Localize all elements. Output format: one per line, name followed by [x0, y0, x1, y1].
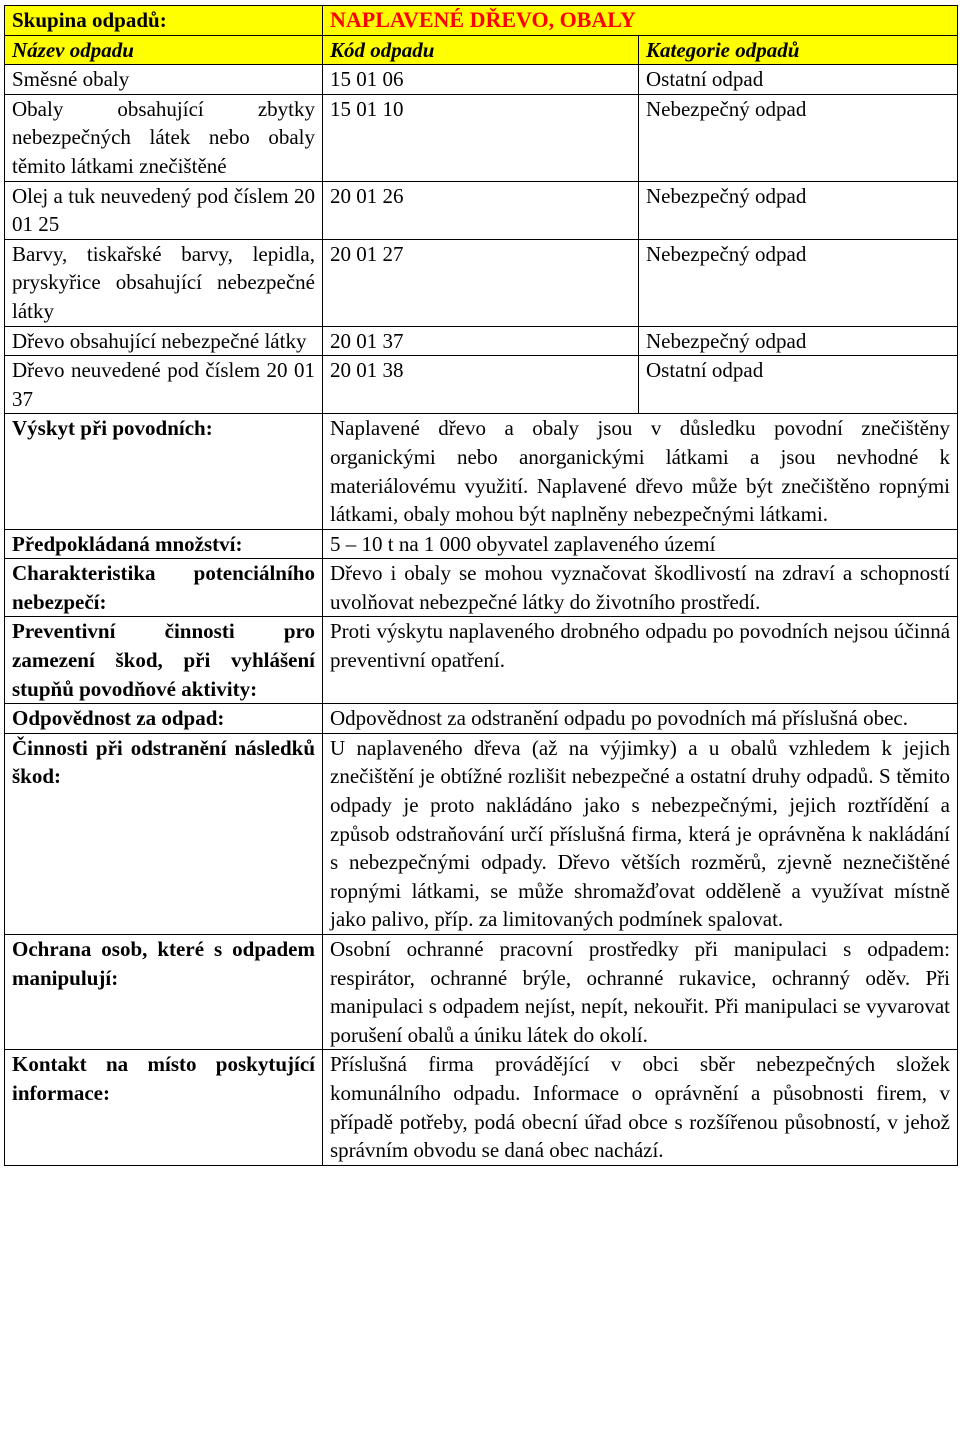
waste-code: 15 01 06: [323, 65, 639, 95]
col-header-name: Název odpadu: [5, 35, 323, 65]
waste-category: Nebezpečný odpad: [639, 239, 958, 326]
info-row-quantity: [5, 529, 958, 559]
waste-name: Směsné obaly: [5, 65, 323, 95]
info-row-prevention: [5, 617, 958, 704]
waste-name: Obaly obsahující zbytky nebezpečných látek nebo obaly těmito látkami znečištěné: [5, 94, 323, 181]
info-text: Naplavené dřevo a obaly jsou v důsledku povodní znečištěny organickými nebo anorganickými látkami a jsou nevhodné k materiálovému využití. Naplavené dřevo může být znečištěno ropnými látkami, obaly mohou být naplněny nebezpečnými látkami.: [323, 414, 958, 529]
info-text: Odpovědnost za odstranění odpadu po povodních má příslušná obec.: [323, 704, 958, 734]
waste-category: Nebezpečný odpad: [639, 181, 958, 239]
info-row-responsibility: [5, 704, 958, 734]
col-header-category: Kategorie odpadů: [639, 35, 958, 65]
waste-row: [5, 181, 958, 239]
waste-category: Ostatní odpad: [639, 65, 958, 95]
waste-row: [5, 239, 958, 326]
info-label: Kontakt na místo poskytující informace:: [5, 1050, 323, 1165]
group-label: Skupina odpadů:: [5, 6, 323, 36]
info-label: Preventivní činnosti pro zamezení škod, při vyhlášení stupňů povodňové aktivity:: [5, 617, 323, 704]
info-label: Odpovědnost za odpad:: [5, 704, 323, 734]
col-header-code: Kód odpadu: [323, 35, 639, 65]
waste-row: [5, 65, 958, 95]
waste-row: [5, 356, 958, 414]
info-label: Činnosti při odstranění následků škod:: [5, 733, 323, 934]
info-text: Proti výskytu naplaveného drobného odpadu po povodních nejsou účinná preventivní opatření.: [323, 617, 958, 704]
waste-name: Dřevo obsahující nebezpečné látky: [5, 326, 323, 356]
waste-table: [4, 5, 958, 1166]
info-row-hazard: [5, 559, 958, 617]
group-header-row: [5, 6, 958, 36]
waste-name: Olej a tuk neuvedený pod číslem 20 01 25: [5, 181, 323, 239]
waste-row: [5, 94, 958, 181]
waste-category: Nebezpečný odpad: [639, 94, 958, 181]
info-label: Předpokládaná množství:: [5, 529, 323, 559]
waste-code: 20 01 37: [323, 326, 639, 356]
info-row-protection: [5, 935, 958, 1050]
waste-name: Barvy, tiskařské barvy, lepidla, pryskyřice obsahující nebezpečné látky: [5, 239, 323, 326]
info-row-removal: [5, 733, 958, 934]
waste-category: Ostatní odpad: [639, 356, 958, 414]
info-row-occurrence: [5, 414, 958, 529]
info-text: U naplaveného dřeva (až na výjimky) a u obalů vzhledem k jejich znečištění je obtížné rozlišit nebezpečné a ostatní druhy odpadů. S těmito odpady je proto nakládáno jako s nebezpečnými, jejich roztřídění a způsob odstraňování určí příslušná firma, která je oprávněna k nakládání s nebezpečnými odpady. Dřevo větších rozměrů, zjevně neznečištěné ropnými látkami, se může shromažďovat odděleně a využívat místně jako palivo, příp. za limitovaných podmínek spalovat.: [323, 733, 958, 934]
group-value: NAPLAVENÉ DŘEVO, OBALY: [323, 6, 958, 36]
waste-sheet: [4, 5, 958, 1166]
info-text: Příslušná firma provádějící v obci sběr nebezpečných složek komunálního odpadu. Informace o oprávnění a působnosti firem, v případě potřeby, podá obecní úřad obce s rozšířenou působností, v jehož správním obvodu se daná obec nachází.: [323, 1050, 958, 1165]
info-text: Osobní ochranné pracovní prostředky při manipulaci s odpadem: respirátor, ochranné brýle, ochranné rukavice, ochranný oděv. Při manipulaci s odpadem nejíst, nepít, nekouřit. Při manipulaci se vyvarovat porušení obalů a úniku látek do okolí.: [323, 935, 958, 1050]
info-label: Ochrana osob, které s odpadem manipulují:: [5, 935, 323, 1050]
info-row-contact: [5, 1050, 958, 1165]
info-label: Charakteristika potenciálního nebezpečí:: [5, 559, 323, 617]
waste-code: 20 01 27: [323, 239, 639, 326]
waste-name: Dřevo neuvedené pod číslem 20 01 37: [5, 356, 323, 414]
info-label: Výskyt při povodních:: [5, 414, 323, 529]
waste-category: Nebezpečný odpad: [639, 326, 958, 356]
waste-row: [5, 326, 958, 356]
waste-code: 20 01 38: [323, 356, 639, 414]
waste-code: 20 01 26: [323, 181, 639, 239]
info-text: Dřevo i obaly se mohou vyznačovat škodlivostí na zdraví a schopností uvolňovat nebezpečné látky do životního prostředí.: [323, 559, 958, 617]
info-text: 5 – 10 t na 1 000 obyvatel zaplaveného území: [323, 529, 958, 559]
waste-code: 15 01 10: [323, 94, 639, 181]
column-header-row: [5, 35, 958, 65]
